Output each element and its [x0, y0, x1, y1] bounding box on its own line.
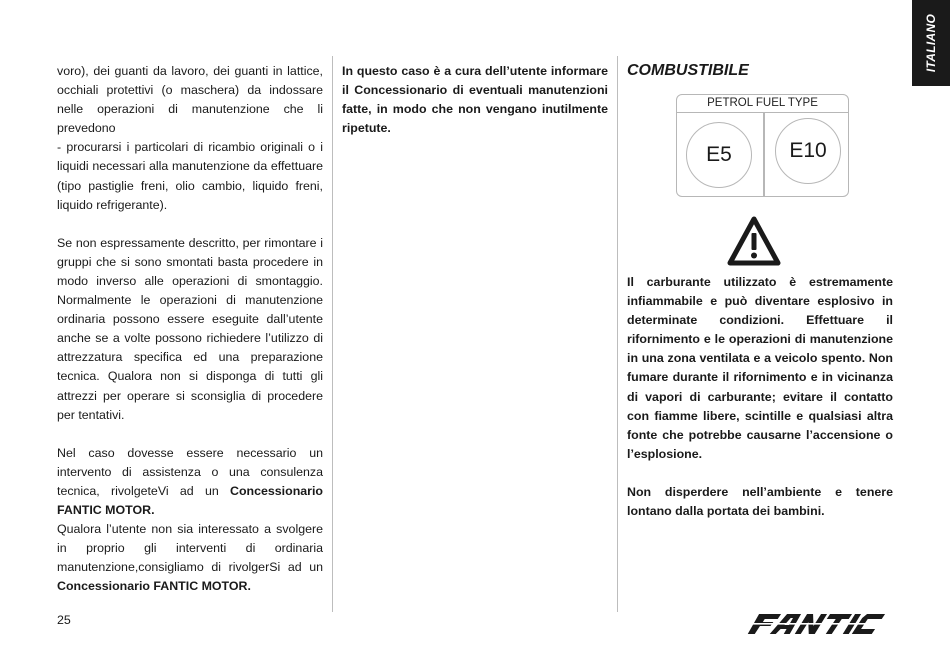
paragraph-reassembly: Se non espressamente descritto, per rimontare i gruppi che si sono smontati basta procedere in modo inverso alle operazioni di smontaggio. Normalmente le operazioni di manutenzione ordinaria possono essere eseguite dall’utente anche se a volte possono richiedere l’utilizzo di attrezzatura specifica ed una preparazione tecnica. Qualora non si disponga di tutti gli attrezzi per operare si sconsiglia di procedere per tentativi.	[57, 235, 323, 422]
fuel-warning-text: Il carburante utilizzato è estremamente infiammabile e può diventare esplosivo in determinate condizioni. Effettuare il rifornimento e le operazioni di manutenzione in una zona ventilata e a veicolo spento. Non fumare durante il rifornimento e in vicinanza di vapori di carburante; evitare il contatto con fiamme libere, scintille e qualsiasi altra fonte che potrebbe causarne l’accensione o l’esplosione.	[627, 275, 893, 461]
ordinary-maintenance-text: Qualora l’utente non sia interessato a svolgere in proprio gli interventi di ordinaria manutenzione,consigliamo di rivolgerSi ad un	[57, 522, 323, 575]
page-number: 25	[57, 613, 71, 627]
right-column	[627, 62, 893, 92]
fantic-logo	[746, 612, 896, 636]
language-tab	[912, 0, 950, 86]
paragraph-ordinary-maintenance	[57, 520, 323, 596]
warning-triangle-icon	[727, 215, 781, 269]
fuel-type-divider	[763, 112, 765, 196]
paragraph-assistance	[57, 444, 323, 520]
left-column	[57, 62, 323, 596]
paragraph-protective-gear: voro), dei guanti da lavoro, dei guanti in lattice, occhiali protettivi (o maschera) da indossare nelle operazioni di manutenzione che li prevedono	[57, 64, 323, 136]
column-divider-left	[332, 56, 333, 612]
ordinary-maintenance-dealer: Concessionario FANTIC MOTOR.	[57, 579, 251, 594]
paragraph-inform-dealer: In questo caso è a cura dell’utente informare il Concessionario di eventuali manutenzioni fatte, in modo che non vengano inutilmente ripetute.	[342, 64, 608, 136]
paragraph-spare-parts: - procurarsi i particolari di ricambio originali o i liquidi necessari alla manutenzione da effettuare (tipo pastiglie freni, olio cambio, liquido freni, liquido refrigerante).	[57, 140, 323, 212]
assistance-dealer: Concessionario FANTIC MOTOR.	[57, 483, 323, 517]
fuel-type-label	[676, 94, 849, 197]
language-label: ITALIANO	[924, 13, 938, 73]
environment-warning-text: Non disperdere nell’ambiente e tenere lontano dalla portata dei bambini.	[627, 484, 893, 519]
fuel-type-header: PETROL FUEL TYPE	[677, 95, 848, 113]
middle-column	[342, 62, 608, 138]
column-divider-right	[617, 56, 618, 612]
assistance-text: Nel caso dovesse essere necessario un intervento di assistenza o una consulenza tecnica, rivolgeteVi ad un	[57, 445, 323, 498]
warning-block	[627, 273, 893, 521]
section-title: COMBUSTIBILE	[627, 62, 749, 79]
fuel-e10-badge: E10	[775, 118, 841, 184]
fuel-e5-badge: E5	[686, 122, 752, 188]
